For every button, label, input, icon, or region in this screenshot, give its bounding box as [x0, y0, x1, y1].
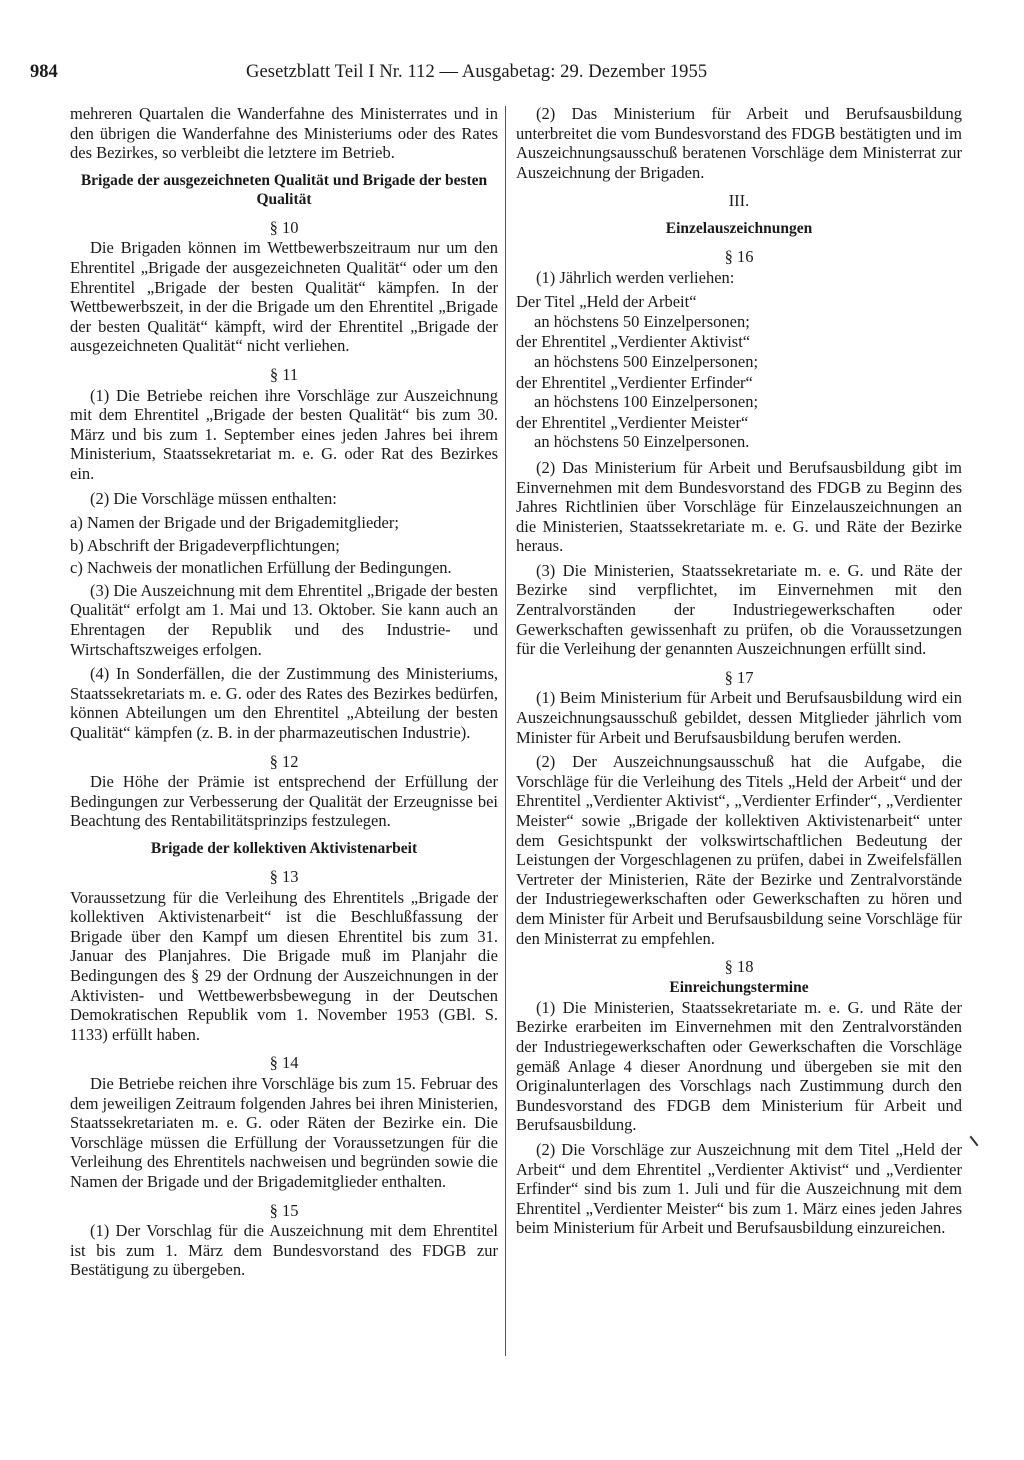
paragraph-15-2: (2) Das Ministerium für Arbeit und Berufsausbildung unterbreitet die vom Bundesvorstand des FDGB bestätigten und im Auszeichnungsausschuß beratenen Vorschläge dem Ministerrat zur Auszeichnung der Brigaden. [516, 104, 962, 182]
award-count: an höchstens 50 Einzelpersonen; [534, 311, 750, 331]
award-count: an höchstens 50 Einzelpersonen. [534, 432, 750, 452]
section-13: § 13 [269, 867, 299, 886]
paragraph-11-4: (4) In Sonderfällen, die der Zustimmung des Ministeriums, Staatssekretariats m. e. G. oder des Rates des Bezirkes bedürfen, können Abteilungen um den Ehrentitel „Abteilung der besten Qualität“ kämpfen (z. B. in der pharmazeutischen Industrie). [70, 664, 498, 743]
part-number: III. [728, 191, 750, 211]
margin-pen-mark [970, 1136, 979, 1147]
paragraph-15-1: (1) Der Vorschlag für die Auszeichnung mit dem Ehrentitel ist bis zum 1. März dem Bundesvorstand des FDGB zur Bestätigung zu übergeben. [70, 1221, 498, 1280]
section-11: § 11 [269, 364, 299, 384]
award-entry [516, 373, 962, 412]
paragraph-16-2: (2) Das Ministerium für Arbeit und Berufsausbildung gibt im Einvernehmen mit dem Bundesvorstand des FDGB zu Beginn des Jahres Richtlinien über Vorschläge für Einzelauszeichnungen an die Ministerien, Staatssekretariate m. e. G. und Räte der Bezirke heraus. [516, 457, 962, 556]
left-column [70, 104, 498, 1285]
paragraph-17-2: (2) Der Auszeichnungsausschuß hat die Aufgabe, die Vorschläge für die Verleihung des Titels „Held der Arbeit“ und der Ehrentitel „Verdienter Aktivist“, „Verdienter Erfinder“, „Verdienter Meister“ sowie „Brigade der kollektiven Aktivistenarbeit“ unter dem Gesichtspunkt der volkswirtschaftlichen Bedeutung der Leistungen der Vorgeschlagenen zu prüfen, dabei in Zweifelsfällen Vertreter der Ministerien, Räte der Bezirke und Zentralvorstände der Industriegewerkschaften oder Gewerkschaften zu hören und dem Minister für Arbeit und Berufsausbildung seine Vorschläge für den Ministerrat zu empfehlen. [516, 752, 962, 948]
page-header [30, 62, 960, 88]
list-item-c: c) Nachweis der monatlichen Erfüllung der Bedingungen. [70, 558, 452, 578]
award-entry [516, 413, 962, 452]
paragraph-14: Die Betriebe reichen ihre Vorschläge bis zum 15. Februar des dem jeweiligen Zeitraum folgenden Jahres bei ihren Ministerien, Staatssekretariaten m. e. G. oder Räten der Bezirke ein. Die Vorschläge müssen die Erfüllung der Voraussetzungen für die Verleihung des Ehrentitels nachweisen und begründen sowie die Namen der Brigade und der Brigademitglieder enthalten. [70, 1073, 498, 1191]
paragraph-16-1: (1) Jährlich werden verliehen: [536, 267, 735, 287]
paragraph-11-1: (1) Die Betriebe reichen ihre Vorschläge zur Auszeichnung mit dem Ehrentitel „Brigade der besten Qualität“ bis zum 30. März und bis zum 1. September eines jeden Jahres bei ihrem Ministerium, Staatssekretariat m. e. G. oder Rat des Bezirkes ein. [70, 385, 498, 483]
award-title: Der Titel „Held der Arbeit“ [516, 292, 697, 312]
paragraph-12: Die Höhe der Prämie ist entsprechend der Erfüllung der Bedingungen zur Verbesserung der Qualität der Erzeugnisse bei Beachtung des Rentabilitätsprinzips festzulegen. [70, 772, 498, 831]
award-count: an höchstens 500 Einzelpersonen; [534, 351, 759, 371]
paragraph-18-1: (1) Die Ministerien, Staatssekretariate m. e. G. und Räte der Bezirke erarbeiten im Einvernehmen mit den Zentralvorständen der Industriegewerkschaften oder Gewerkschaften die Vorschläge gemäß Anlage 4 dieser Anordnung und übergeben sie mit den Originalunterlagen des Vorschlags nach Zustimmung durch den Bundesvorstand des FDGB dem Ministerium für Arbeit und Berufsausbildung. [516, 997, 962, 1135]
award-count: an höchstens 100 Einzelpersonen; [534, 392, 759, 412]
award-entry [516, 332, 962, 371]
section-12: § 12 [269, 751, 299, 771]
paragraph-18-2: (2) Die Vorschläge zur Auszeichnung mit dem Titel „Held der Arbeit“ und dem Ehrentitel „Verdienter Aktivist“ und „Verdienter Erfinder“ sind bis zum 1. Juli und für die Auszeichnung mit dem Ehrentitel „Verdienter Meister“ bis zum 1. März eines jeden Jahres beim Ministerium für Arbeit und Berufsausbildung einzureichen. [516, 1139, 962, 1238]
list-item-b: b) Abschrift der Brigadeverpflichtungen; [70, 535, 340, 555]
list-item-a: a) Namen der Brigade und der Brigademitglieder; [70, 513, 399, 533]
heading-individual-awards: Einzelauszeichnungen [665, 219, 813, 237]
paragraph-17-1: (1) Beim Ministerium für Arbeit und Berufsausbildung wird ein Auszeichnungsausschuß gebildet, dessen Mitglieder jährlich vom Minister für Arbeit und Berufsausbildung berufen werden. [516, 688, 962, 747]
award-title: der Ehrentitel „Verdienter Aktivist“ [516, 332, 751, 352]
gazette-title: Gesetzblatt Teil I Nr. 112 — Ausgabetag: 29. Dezember 1955 [246, 62, 708, 82]
section-18: § 18 [724, 957, 754, 977]
section-16: § 16 [724, 246, 754, 266]
award-title: der Ehrentitel „Verdienter Meister“ [516, 412, 749, 432]
section-10: § 10 [269, 217, 299, 237]
paragraph-11-2: (2) Die Vorschläge müssen enthalten: [90, 488, 337, 508]
section-14: § 14 [269, 1053, 299, 1073]
heading-quality-brigade: Brigade der ausgezeichneten Qualität und Brigade der besten Qualität [80, 171, 488, 208]
section-15: § 15 [269, 1200, 299, 1220]
right-column [516, 104, 962, 1243]
page-number: 984 [30, 62, 58, 82]
award-entry [516, 292, 962, 331]
column-divider [505, 106, 506, 1356]
paragraph-10: Die Brigaden können im Wettbewerbszeitraum nur um den Ehrentitel „Brigade der ausgezeichneten Qualität“ oder um den Ehrentitel „Brigade der besten Qualität“ kämpfen. In der Wettbewerbszeit, in der die Brigade um den Ehrentitel „Brigade der besten Qualität“ kämpft, wird der Ehrentitel „Brigade der ausgezeichneten Qualität“ nicht verliehen. [70, 238, 498, 356]
award-title: der Ehrentitel „Verdienter Erfinder“ [516, 372, 753, 392]
heading-submission-deadlines: Einreichungstermine [669, 978, 809, 996]
paragraph-intro: mehreren Quartalen die Wanderfahne des Ministerrates und in den übrigen die Wanderfahne des Ministeriums oder des Rates des Bezirkes, so verbleibt die letztere im Betrieb. [70, 104, 498, 163]
paragraph-11-3: (3) Die Auszeichnung mit dem Ehrentitel „Brigade der besten Qualität“ erfolgt am 1. Mai und 13. Oktober. Sie kann auch an Ehrentagen der Republik und des Industrie- und Wirtschaftszweiges erfolgen. [70, 580, 498, 659]
heading-collective-brigade: Brigade der kollektiven Aktivistenarbeit [150, 840, 418, 857]
paragraph-16-3: (3) Die Ministerien, Staatssekretariate m. e. G. und Räte der Bezirke sind verpflichtet, im Einvernehmen mit den Zentralvorständen der Industriegewerkschaften oder Gewerkschaften gewissenhaft zu prüfen, ob die Voraussetzungen für die Verleihung der genannten Auszeichnungen erfüllt sind. [516, 560, 962, 659]
section-17: § 17 [724, 667, 754, 687]
paragraph-13: Voraussetzung für die Verleihung des Ehrentitels „Brigade der kollektiven Aktivistenarbeit“ ist die Beschlußfassung der Brigade über den Kampf um diesen Ehrentitel bis zum 31. Januar des Planjahres. Die Brigade muß im Planjahr die Bedingungen des § 29 der Ordnung der Auszeichnungen in der Aktivisten- und Wettbewerbsbewegung in der Deutschen Demokratischen Republik vom 1. November 1953 (GBl. S. 1133) erfüllt haben. [70, 887, 498, 1044]
